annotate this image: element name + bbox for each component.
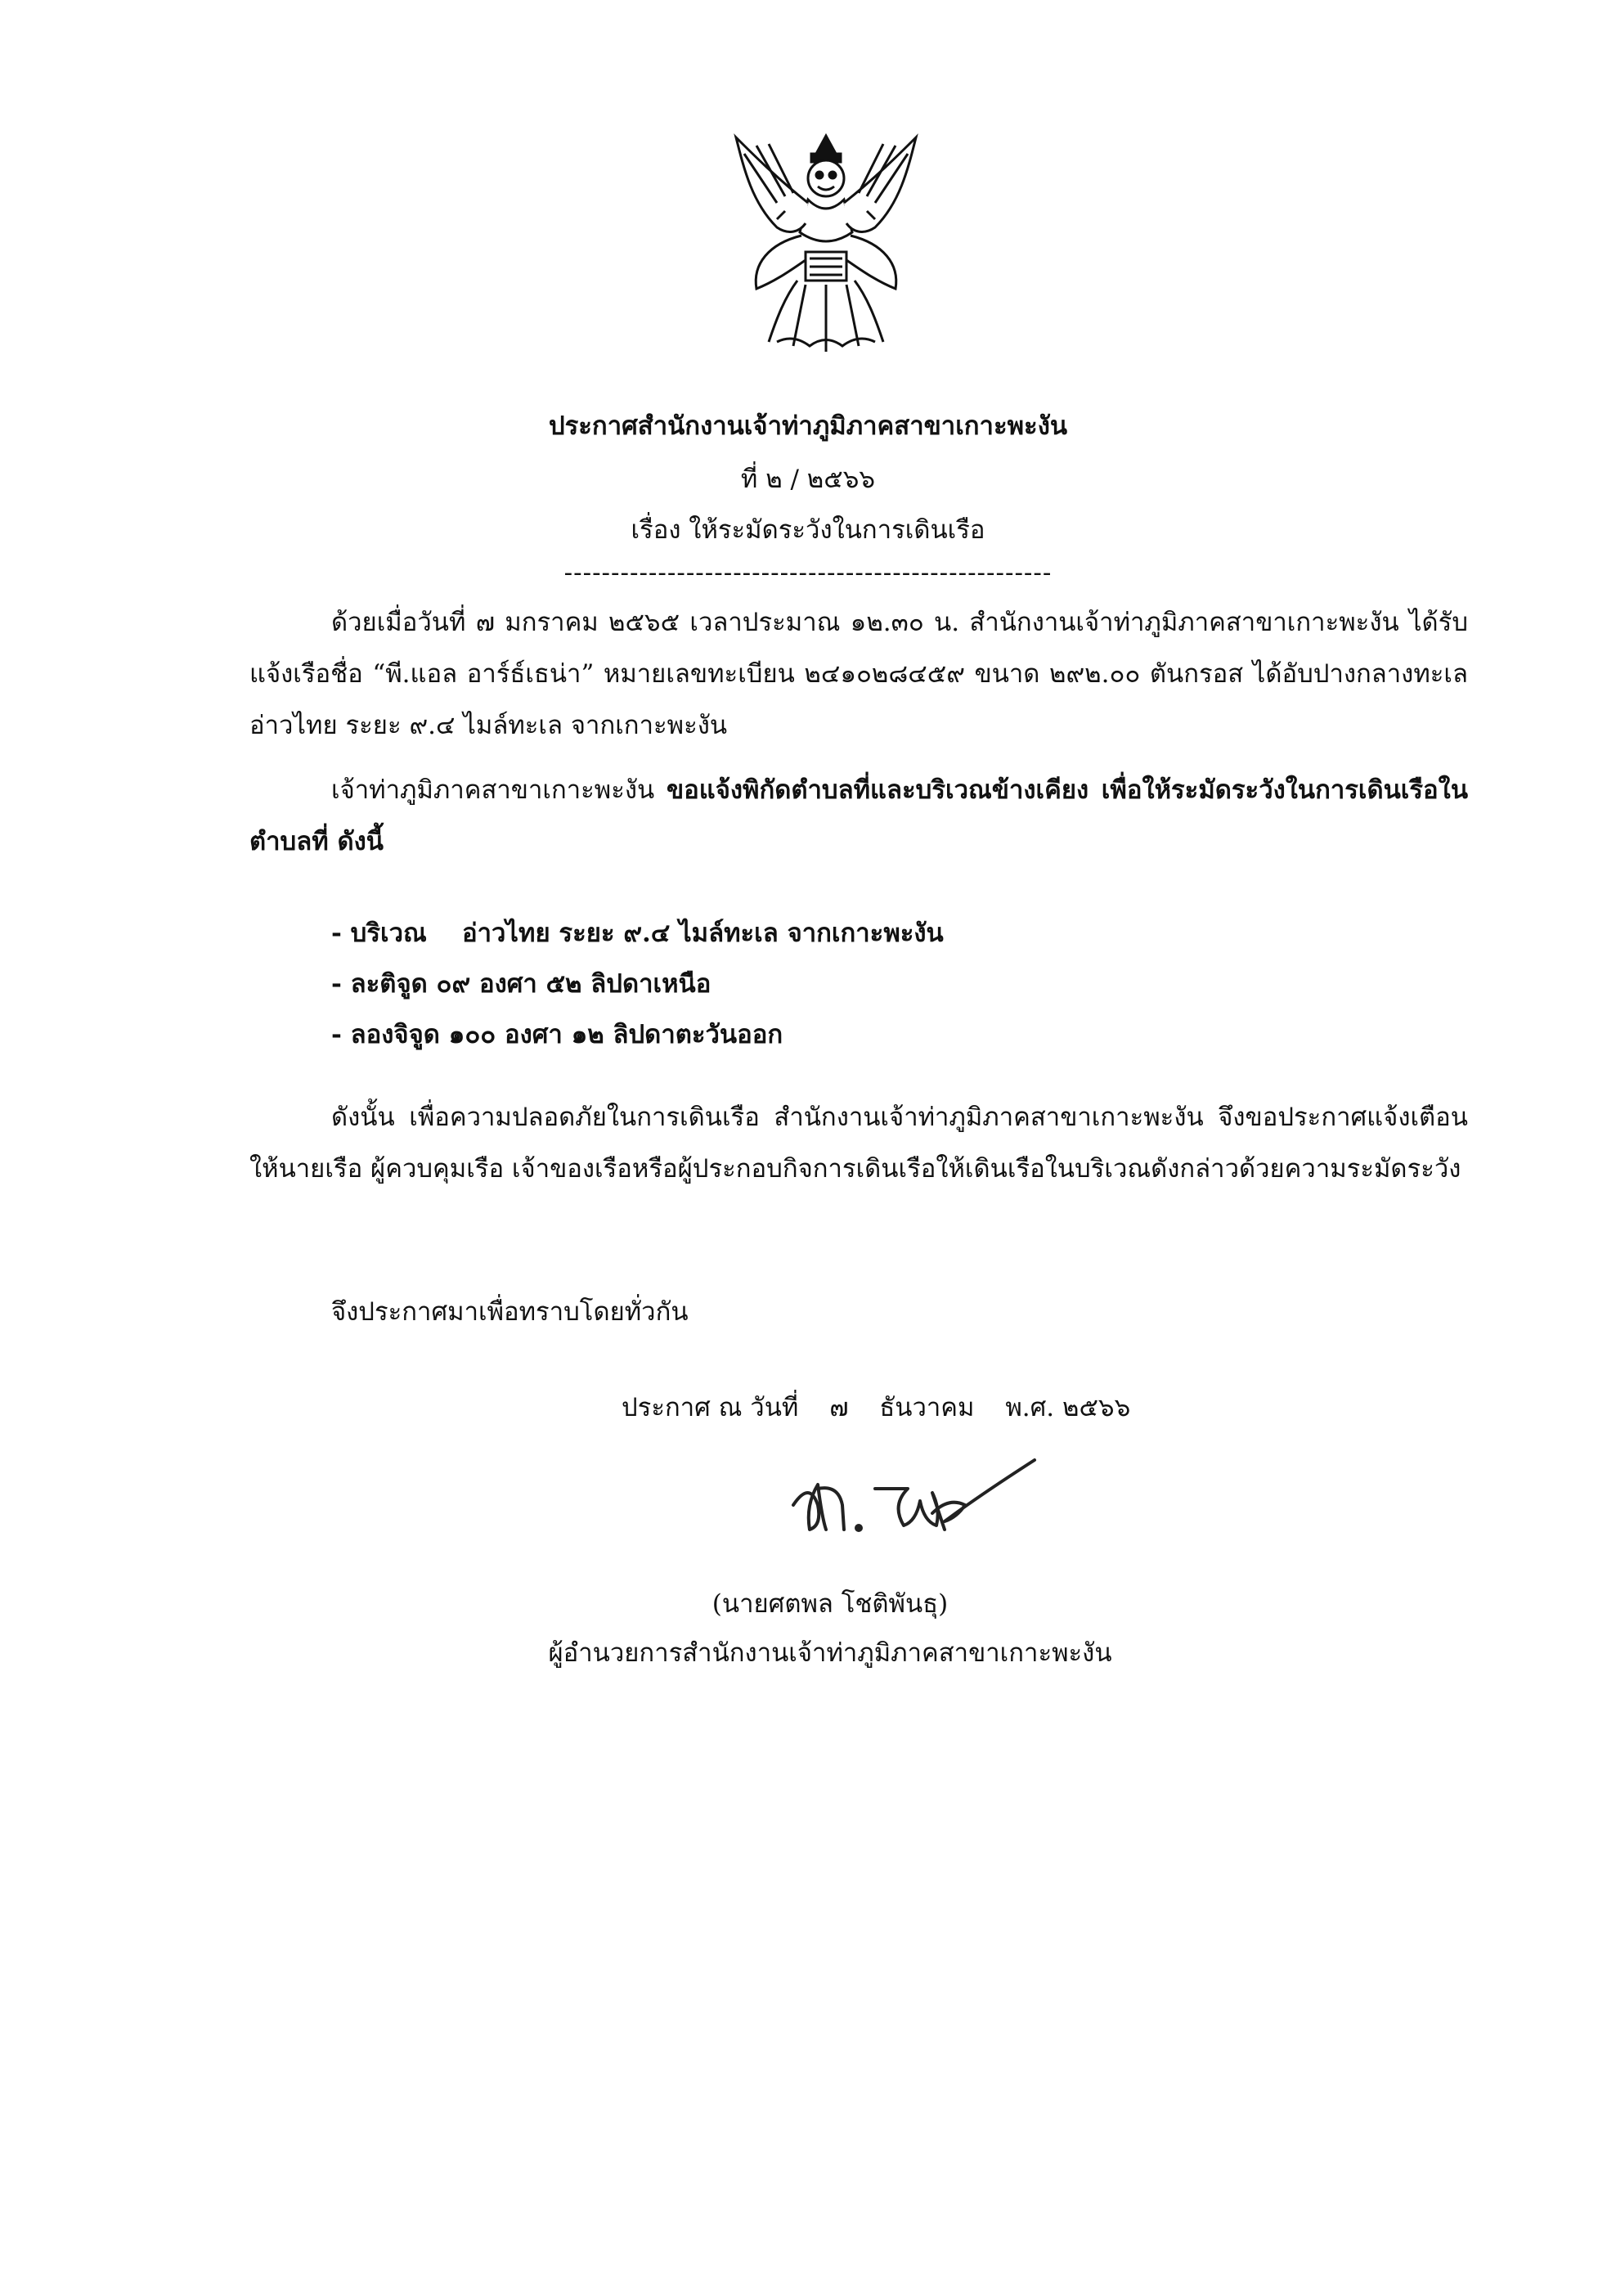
announcement-title: ประกาศสำนักงานเจ้าท่าภูมิภาคสาขาเกาะพะงัน [548, 411, 1068, 441]
separator-line: ---------------------------------------------------- [563, 558, 1053, 587]
paragraph-incident: ด้วยเมื่อวันที่ ๗ มกราคม ๒๕๖๕ เวลาประมาณ ๑๒.๓๐ น. สำนักงานเจ้าท่าภูมิภาคสาขาเกาะพะงัน ได้รับแจ้งเรือชื่อ “พี.แอล อาร์ธ์เธน่า” หมายเลขทะเบียน ๒๔๑๐๒๘๔๕๙ ขนาด ๒๙๒.๐๐ ตันกรอส ได้อับปางกลางทะเลอ่าวไทย ระยะ ๙.๔ ไมล์ทะเล จากเกาะพะงัน [249, 608, 1468, 740]
list-item-value: - ลองจิจูด ๑๐๐ องศา ๑๒ ลิปดาตะวันออก [331, 1020, 783, 1049]
notice-normal-text: เจ้าท่าภูมิภาคสาขาเกาะพะงัน [331, 775, 667, 805]
date-prefix: ประกาศ ณ วันที่ [622, 1393, 799, 1422]
list-item-value: - ละติจูด ๐๙ องศา ๕๒ ลิปดาเหนือ [331, 969, 711, 999]
list-item [331, 959, 944, 1009]
paragraph-notice [249, 765, 1468, 868]
handwritten-signature [785, 1456, 1055, 1554]
paragraph-warning: ดังนั้น เพื่อความปลอดภัยในการเดินเรือ สำนักงานเจ้าท่าภูมิภาคสาขาเกาะพะงัน จึงขอประกาศแจ้งเตือนให้นายเรือ ผู้ควบคุมเรือ เจ้าของเรือหรือผู้ประกอบกิจการเดินเรือให้เดินเรือในบริเวณดังกล่าวด้วยความระมัดระวัง [249, 1103, 1468, 1184]
announcement-subject: เรื่อง ให้ระมัดระวังในการเดินเรือ [631, 515, 985, 545]
list-item-label: - บริเวณ [331, 919, 427, 948]
date-day: ๗ [829, 1393, 849, 1422]
signatory-position: ผู้อำนวยการสำนักงานเจ้าท่าภูมิภาคสาขาเกาะพะงัน [548, 1638, 1112, 1668]
list-item [331, 908, 944, 959]
signatory-name: (นายศตพล โชติพันธุ) [711, 1589, 949, 1619]
garuda-emblem-icon [720, 121, 932, 358]
date-month: ธันวาคม [879, 1393, 975, 1422]
date-year: พ.ศ. ๒๕๖๖ [1005, 1393, 1131, 1422]
list-item-value: อ่าวไทย ระยะ ๙.๔ ไมล์ทะเล จากเกาะพะงัน [462, 919, 944, 948]
announcement-date [622, 1386, 1153, 1427]
notice-bold-text: ขอแจ้งพิกัดตำบลที่และบริเวณข้างเคียง เพื่อให้ระมัดระวังในการเดินเรือในตำบลที่ ดังนี้ [249, 775, 1469, 856]
list-item [331, 1009, 944, 1060]
paragraph-closing: จึงประกาศมาเพื่อทราบโดยทั่วกัน [331, 1297, 689, 1327]
announcement-number: ที่ ๒ / ๒๕๖๖ [740, 465, 876, 494]
coordinates-list [331, 908, 944, 1060]
